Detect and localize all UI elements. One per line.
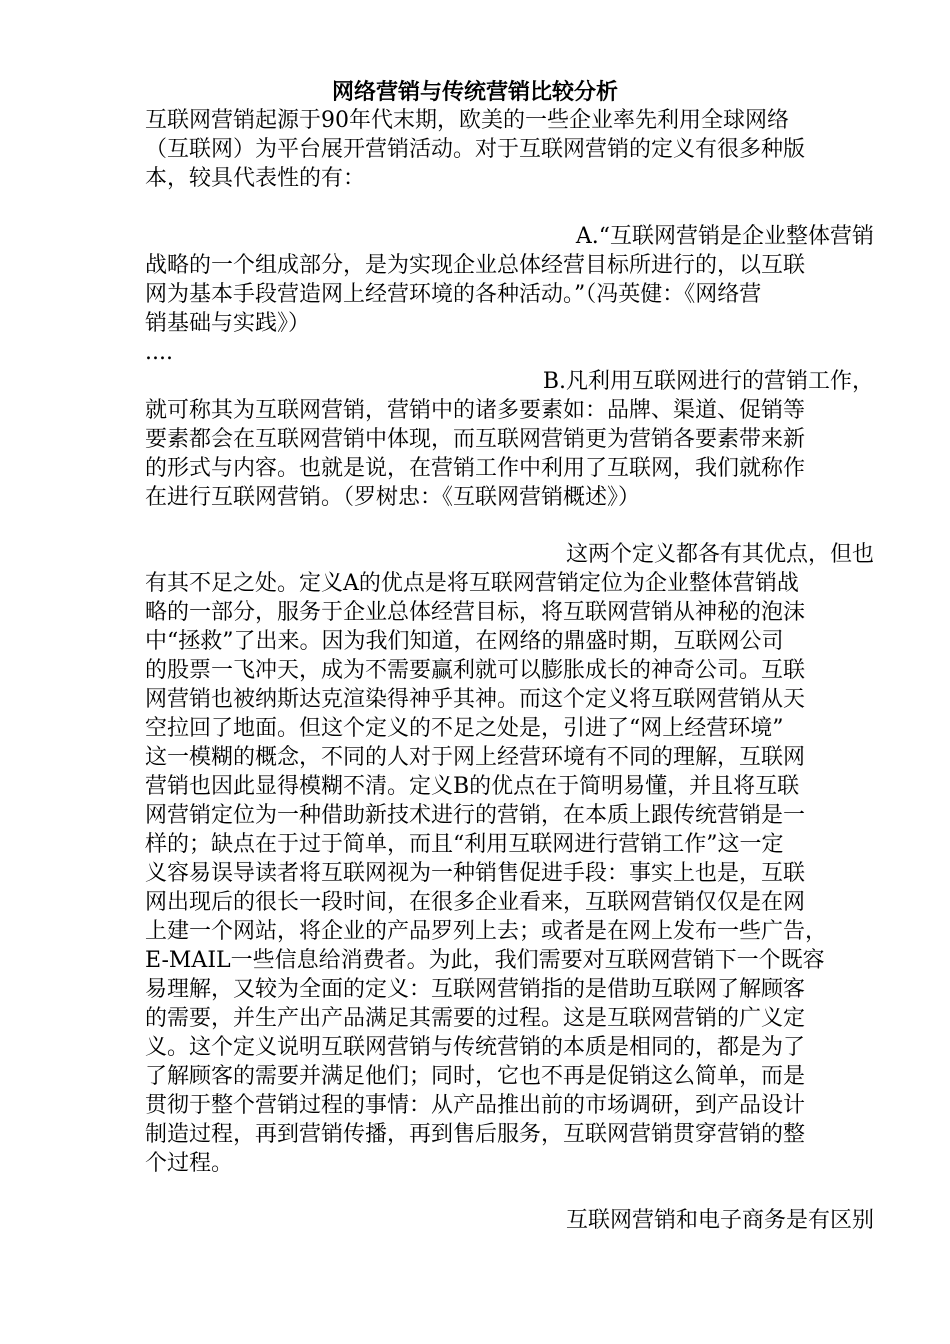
intro-line-3: 本，较具代表性的有： [145,166,366,191]
document-title: 网络营销与传统营销比较分析 [331,79,618,105]
intro-line-1: 互联网营销起源于90年代末期，欧美的一些企业率先利用全球网络 [145,108,789,133]
analysis-line: 个过程。 [145,1151,234,1176]
definition-a-line-3: 网为基本手段营造网上经营环境的各种活动。”（冯英健：《网络营 [145,282,762,307]
analysis-line: 略的一部分，服务于企业总体经营目标，将互联网营销从神秘的泡沫 [145,600,806,625]
definition-b-line-2: 就可称其为互联网营销，营销中的诸多要素如：品牌、渠道、促销等 [145,398,806,423]
analysis-line: 网营销定位为一种借助新技术进行的营销，在本质上跟传统营销是一 [145,803,806,828]
definition-a-line-2: 战略的一个组成部分，是为实现企业总体经营目标所进行的，以互联 [145,253,806,278]
analysis-line: 制造过程，再到营销传播，再到售后服务，互联网营销贯穿营销的整 [145,1122,806,1147]
analysis-line: 上建一个网站，将企业的产品罗列上去；或者是在网上发布一些广告， [145,919,828,944]
analysis-line: 网营销也被纳斯达克渲染得神乎其神。而这个定义将互联网营销从天 [145,687,806,712]
analysis-line: 网出现后的很长一段时间，在很多企业看来，互联网营销仅仅是在网 [145,890,806,915]
analysis-line: 这一模糊的概念，不同的人对于网上经营环境有不同的理解，互联网 [145,745,806,770]
analysis-line: E-MAIL一些信息给消费者。为此，我们需要对互联网营销下一个既容 [145,948,825,973]
analysis-line: 的需要，并生产出产品满足其需要的过程。这是互联网营销的广义定 [145,1006,806,1031]
analysis-line: 义。这个定义说明互联网营销与传统营销的本质是相同的，都是为了 [145,1035,806,1060]
analysis-line: 义容易误导读者将互联网视为一种销售促进手段：事实上也是，互联 [145,861,806,886]
analysis-line: 易理解，又较为全面的定义：互联网营销指的是借助互联网了解顾客 [145,977,806,1002]
analysis-line: 有其不足之处。定义A的优点是将互联网营销定位为企业整体营销战 [145,571,799,596]
ellipsis-dots: .... [145,340,173,365]
definition-a-line-4: 销基础与实践》） [145,311,311,336]
definition-b-first-line: B.凡利用互联网进行的营销工作， [542,369,874,394]
definition-a-first-line: A.“互联网营销是企业整体营销 [575,224,874,249]
intro-line-2: （互联网）为平台展开营销活动。对于互联网营销的定义有很多种版 [145,137,806,162]
analysis-line: 的股票一飞冲天，成为不需要赢利就可以膨胀成长的神奇公司。互联 [145,658,806,683]
analysis-first-line: 这两个定义都各有其优点，但也 [565,542,874,567]
analysis-line: 了解顾客的需要并满足他们；同时，它也不再是促销这么简单，而是 [145,1064,806,1089]
closing-line: 互联网营销和电子商务是有区别 [565,1208,874,1233]
definition-b-line-5: 在进行互联网营销。（罗树忠：《互联网营销概述》） [145,485,641,510]
analysis-line: 中“拯救”了出来。因为我们知道，在网络的鼎盛时期，互联网公司 [145,629,784,654]
definition-b-line-3: 要素都会在互联网营销中体现，而互联网营销更为营销各要素带来新 [145,427,806,452]
analysis-line: 样的；缺点在于过于简单，而且“利用互联网进行营销工作”这一定 [145,832,784,857]
analysis-line: 空拉回了地面。但这个定义的不足之处是，引进了“网上经营环境” [145,716,784,741]
analysis-line: 贯彻于整个营销过程的事情：从产品推出前的市场调研，到产品设计 [145,1093,806,1118]
definition-b-line-4: 的形式与内容。也就是说，在营销工作中利用了互联网，我们就称作 [145,456,806,481]
analysis-line: 营销也因此显得模糊不清。定义B的优点在于简明易懂，并且将互联 [145,774,800,799]
